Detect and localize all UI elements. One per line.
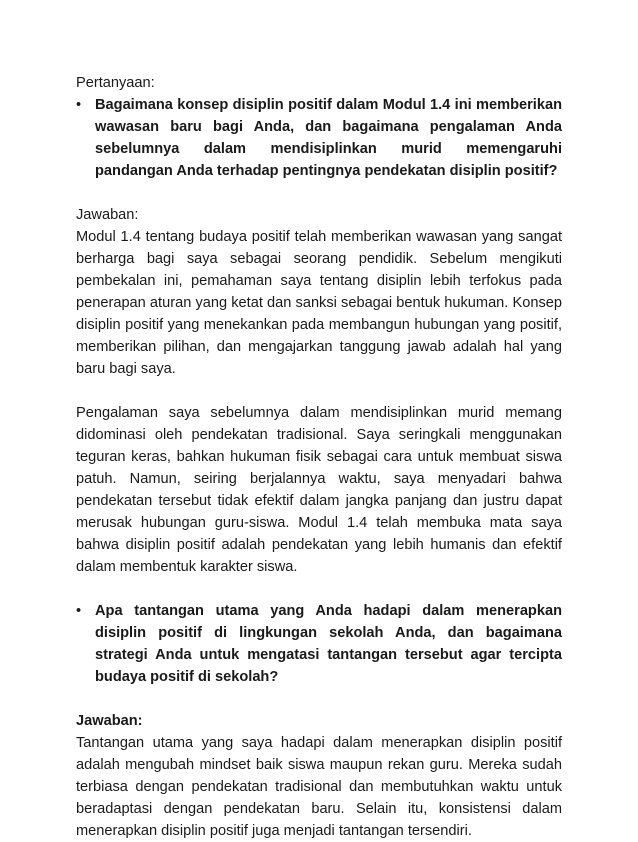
question-2 <box>76 600 562 688</box>
answer-1-paragraph-2: Pengalaman saya sebelumnya dalam mendisiplinkan murid memang didominasi oleh pendekatan tradisional. Saya seringkali menggunakan teguran keras, bahkan hukuman fisik sebagai cara untuk membuat siswa patuh. Namun, seiring berjalannya waktu, saya menyadari bahwa pendekatan tersebut tidak efektif dalam jangka panjang dan justru dapat merusak hubungan guru-siswa. Modul 1.4 telah membuka mata saya bahwa disiplin positif adalah pendekatan yang lebih humanis dan efektif dalam membentuk karakter siswa. <box>76 405 562 575</box>
bullet-icon: • <box>76 97 82 113</box>
answer-1-paragraph-1: Modul 1.4 tentang budaya positif telah memberikan wawasan yang sangat berharga bagi saya sebagai seorang pendidik. Sebelum mengikuti pembekalan ini, pemahaman saya tentang disiplin lebih terfokus pada penerapan aturan yang ketat dan sanksi sebagai bentuk hukuman. Konsep disiplin positif yang menekankan pada membangun hubungan yang positif, memberikan pilihan, dan mengajarkan tanggung jawab adalah hal yang baru bagi saya. <box>76 229 562 377</box>
answer-1-label: Jawaban: <box>76 207 139 223</box>
answer-2-paragraph-1: Tantangan utama yang saya hadapi dalam menerapkan disiplin positif adalah mengubah mindset baik siswa maupun rekan guru. Mereka sudah terbiasa dengan pendekatan tradisional dan membutuhkan waktu untuk beradaptasi dengan pendekatan baru. Selain itu, konsistensi dalam menerapkan disiplin positif juga menjadi tantangan tersendiri. <box>76 735 562 839</box>
answer-2-label: Jawaban: <box>76 713 143 729</box>
question-2-text: Apa tantangan utama yang Anda hadapi dalam menerapkan disiplin positif di lingkungan sekolah Anda, dan bagaimana strategi Anda untuk mengatasi tantangan tersebut agar tercipta budaya positif di sekolah? <box>95 603 562 685</box>
bullet-icon: • <box>76 603 82 619</box>
question-1-text: Bagaimana konsep disiplin positif dalam Modul 1.4 ini memberikan wawasan baru bagi Anda, dan bagaimana pengalaman Anda sebelumnya dalam mendisiplinkan murid memengaruhi pandangan Anda terhadap pentingnya pendekatan disiplin positif? <box>95 97 562 179</box>
question-label: Pertanyaan: <box>76 75 155 91</box>
question-1 <box>76 94 562 182</box>
document-body <box>76 72 562 842</box>
